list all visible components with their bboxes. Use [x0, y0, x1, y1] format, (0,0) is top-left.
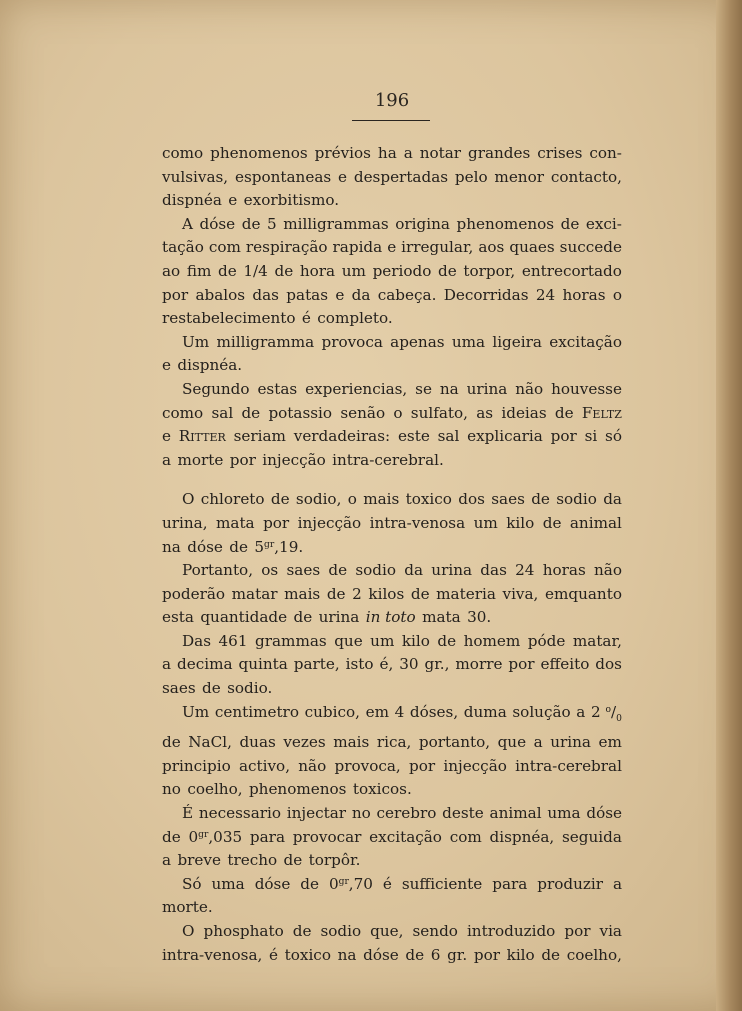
text-line: como phenomenos prévios ha a notar grandes crises con- [162, 144, 622, 162]
text-line: Portanto, os saes de sodio da urina das 24 horas não [182, 561, 622, 580]
text-line: urina, mata por injecção intra-venosa um kilo de animal [162, 513, 622, 532]
text-line: principio activo, não provoca, por injecção intra-cerebral [162, 756, 622, 775]
percent-value: 2 $^o/_0$ [590, 702, 622, 724]
author-name: Ritter [178, 427, 226, 446]
italic-phrase: in toto [365, 608, 416, 627]
text-line: e dispnéa. [162, 356, 243, 375]
text-line: de NaCl, duas vezes mais rica, portanto, que a urina em [162, 733, 622, 752]
text-line: esta quantidade de urina in toto mata 30. [162, 606, 622, 630]
text-line: Um centimetro cubico, em 4 dóses, duma solução a 2 $^o/_0$ [162, 701, 622, 732]
text-line: É necessario injectar no cerebro deste animal uma dóse [182, 804, 622, 823]
text-line: de $0^{gr},035$ para provocar excitação com dispnéa, seguida [162, 826, 622, 850]
text-line: poderão matar mais de 2 kilos de materia viva, emquanto [162, 584, 622, 603]
dose-value: $5^{gr},19$. [254, 537, 304, 556]
text-line: Segundo estas experiencias, se na urina não houvesse [182, 379, 622, 398]
author-name: Feltz [581, 403, 622, 422]
text-line: restabelecimento é completo. [162, 309, 393, 328]
text-line: na dóse de $5^{gr},19$. [162, 536, 622, 560]
text-line: morte. [162, 898, 213, 917]
text-line: ao fim de 1/4 de hora um periodo de torpor, entrecortado [162, 260, 622, 284]
text-line: como sal de potassio senão o sulfato, as ideias de Feltz [162, 402, 622, 426]
text-line: a decima quinta parte, isto é, 30 gr., morre por effeito dos [162, 655, 622, 674]
text-line: e Ritter seriam verdadeiras: este sal explicaria por si só [162, 425, 622, 449]
header-rule [352, 120, 430, 121]
section-gap [162, 472, 622, 488]
text-line: intra-venosa, é toxico na dóse de 6 gr. por kilo de coelho, [162, 945, 622, 964]
text-line: saes de sodio. [162, 679, 273, 698]
text-line: vulsivas, espontaneas e despertadas pelo menor contacto, [162, 167, 622, 186]
text-line: Das 461 grammas que um kilo de homem póde matar, [182, 631, 622, 650]
text-line: dispnéa e exorbitismo. [162, 191, 340, 210]
text-line: a breve trecho de torpôr. [162, 851, 361, 870]
text-line: tação com respiração rapida e irregular, aos quaes succede [162, 238, 622, 257]
page-number: 196 [374, 90, 410, 111]
text-line: A dóse de 5 milligrammas origina phenomenos de exci- [182, 214, 622, 233]
page-spine-edge [716, 0, 742, 1011]
text-line: no coelho, phenomenos toxicos. [162, 780, 412, 799]
dose-value: $0^{gr},035$ [188, 827, 243, 846]
text-line: Um milligramma provoca apenas uma ligeira excitação [182, 332, 622, 351]
dose-value: $0^{gr},70$ [328, 874, 373, 893]
text-line: O chloreto de sodio, o mais toxico dos saes de sodio da [182, 490, 622, 509]
text-line: O phosphato de sodio que, sendo introduzido por via [182, 922, 622, 941]
text-line: a morte por injecção intra-cerebral. [162, 450, 444, 469]
text-line: por abalos das patas e da cabeça. Decorridas 24 horas o [162, 285, 622, 304]
fraction-quarter: 1/4 [243, 261, 268, 280]
text-line: Só uma dóse de $0^{gr},70$ é sufficiente para produzir a [162, 873, 622, 897]
body-text [162, 142, 622, 967]
